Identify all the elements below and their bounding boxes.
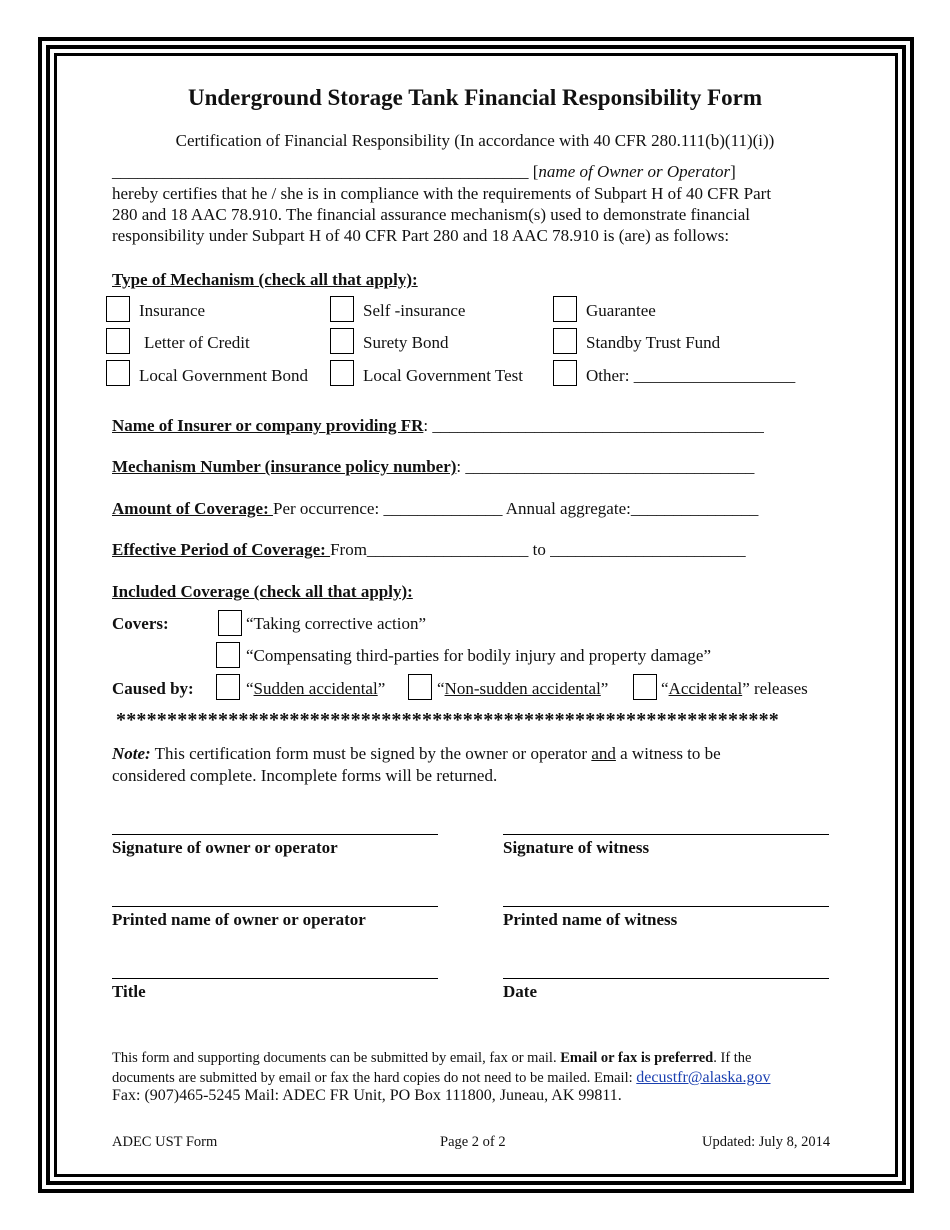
- insurance-checkbox[interactable]: [106, 296, 130, 322]
- note-line-1: Note: This certification form must be signed by the owner or operator and a witness to be: [112, 744, 721, 763]
- other-checkbox[interactable]: [553, 360, 577, 386]
- owner-signature-label: Signature of owner or operator: [112, 838, 338, 857]
- footer-page-number: Page 2 of 2: [440, 1134, 506, 1150]
- note-label: Note:: [112, 744, 151, 763]
- sudden-accidental-label: “Sudden accidental”: [246, 679, 386, 698]
- witness-signature-label: Signature of witness: [503, 838, 650, 857]
- date-line[interactable]: [503, 978, 829, 979]
- annual-aggregate-blank[interactable]: _______________: [630, 499, 759, 518]
- certification-text-1: hereby certifies that he / she is in compliance with the requirements of Subpart H of 40 CFR Part: [112, 184, 772, 203]
- email-link[interactable]: decustfr@alaska.gov: [636, 1069, 771, 1086]
- certification-text-3: responsibility under Subpart H of 40 CFR Part 280 and 18 AAC 78.910 is (are) as follows:: [112, 226, 730, 245]
- owner-name-line: _________________________________________________ [name of Owner or Operator]: [112, 162, 736, 181]
- mechanism-heading: Type of Mechanism (check all that apply):: [112, 270, 418, 289]
- date-label: Date: [503, 982, 537, 1001]
- submission-line-1: This form and supporting documents can be submitted by email, fax or mail. Email or fax is preferred. If the: [112, 1050, 752, 1066]
- mechanism-number-label: Mechanism Number (insurance policy number): [112, 457, 457, 476]
- title-line[interactable]: [112, 978, 438, 979]
- owner-printed-name-label: Printed name of owner or operator: [112, 910, 366, 929]
- third-party-compensation-label: “Compensating third-parties for bodily injury and property damage”: [246, 646, 712, 665]
- from-label: From: [330, 540, 367, 559]
- included-coverage-heading: Included Coverage (check all that apply):: [112, 582, 413, 601]
- insurer-label: Name of Insurer or company providing FR: [112, 416, 424, 435]
- owner-printed-name-line[interactable]: [112, 906, 438, 907]
- third-party-compensation-checkbox[interactable]: [216, 642, 240, 668]
- surety-bond-checkbox[interactable]: [330, 328, 354, 354]
- surety-bond-label: Surety Bond: [363, 333, 449, 352]
- local-government-test-label: Local Government Test: [363, 366, 523, 385]
- per-occurrence-blank[interactable]: ______________: [383, 499, 503, 518]
- insurance-label: Insurance: [139, 301, 206, 320]
- other-label: [586, 366, 795, 386]
- form-subtitle: Certification of Financial Responsibility (In accordance with 40 CFR 280.111(b)(11)(i)): [175, 131, 775, 150]
- non-sudden-accidental-label: “Non-sudden accidental”: [437, 679, 609, 698]
- mechanism-number-blank[interactable]: __________________________________: [465, 457, 755, 476]
- covers-label: Covers:: [112, 614, 169, 633]
- insurer-row: [112, 416, 764, 436]
- form-title: Underground Storage Tank Financial Responsibility Form: [187, 85, 763, 110]
- note-line-2: considered complete. Incomplete forms will be returned.: [112, 766, 498, 785]
- guarantee-label: Guarantee: [586, 301, 656, 320]
- annual-aggregate-label: Annual aggregate:: [505, 499, 631, 518]
- corrective-action-label: “Taking corrective action”: [246, 614, 427, 633]
- mechanism-number-colon: :: [456, 457, 462, 476]
- sudden-accidental-checkbox[interactable]: [216, 674, 240, 700]
- title-label: Title: [112, 982, 146, 1001]
- standby-trust-fund-label: Standby Trust Fund: [586, 333, 721, 352]
- standby-trust-fund-checkbox[interactable]: [553, 328, 577, 354]
- other-text: Other:: [586, 366, 630, 385]
- caused-by-label: Caused by:: [112, 679, 194, 698]
- local-government-bond-label: Local Government Bond: [139, 366, 309, 385]
- local-government-test-checkbox[interactable]: [330, 360, 354, 386]
- period-label: Effective Period of Coverage:: [112, 540, 331, 559]
- certification-text-2: 280 and 18 AAC 78.910. The financial assurance mechanism(s) used to demonstrate financial: [112, 205, 750, 224]
- period-row: [112, 540, 746, 560]
- non-sudden-accidental-checkbox[interactable]: [408, 674, 432, 700]
- witness-printed-name-line[interactable]: [503, 906, 829, 907]
- per-occurrence-label: Per occurrence:: [273, 499, 380, 518]
- mechanism-number-row: [112, 457, 754, 477]
- owner-name-label: name of Owner or Operator: [538, 162, 731, 181]
- owner-signature-line[interactable]: [112, 834, 438, 835]
- guarantee-checkbox[interactable]: [553, 296, 577, 322]
- submission-line-2: documents are submitted by email or fax the hard copies do not need to be mailed. Email: decustfr@alaska.gov: [112, 1069, 771, 1086]
- letter-of-credit-checkbox[interactable]: [106, 328, 130, 354]
- local-government-bond-checkbox[interactable]: [106, 360, 130, 386]
- accidental-releases-label: “Accidental” releases: [661, 679, 808, 698]
- owner-name-blank[interactable]: _________________________________________________: [112, 162, 529, 181]
- corrective-action-checkbox[interactable]: [218, 610, 242, 636]
- other-blank[interactable]: ___________________: [633, 366, 796, 385]
- coverage-label: Amount of Coverage:: [112, 499, 273, 518]
- letter-of-credit-label: Letter of Credit: [144, 333, 250, 352]
- coverage-row: [112, 499, 758, 519]
- to-blank[interactable]: _______________________: [550, 540, 746, 559]
- submission-line-3: Fax: (907)465-5245 Mail: ADEC FR Unit, PO Box 111800, Juneau, AK 99811.: [112, 1087, 622, 1104]
- footer-updated-date: Updated: July 8, 2014: [702, 1134, 831, 1150]
- from-blank[interactable]: ___________________: [366, 540, 529, 559]
- witness-printed-name-label: Printed name of witness: [503, 910, 678, 929]
- footer-form-name: ADEC UST Form: [112, 1134, 218, 1150]
- to-label: to: [532, 540, 546, 559]
- accidental-releases-checkbox[interactable]: [633, 674, 657, 700]
- witness-signature-line[interactable]: [503, 834, 829, 835]
- insurer-colon: :: [423, 416, 429, 435]
- self-insurance-label: Self -insurance: [363, 301, 466, 320]
- self-insurance-checkbox[interactable]: [330, 296, 354, 322]
- insurer-blank[interactable]: _______________________________________: [432, 416, 764, 435]
- separator-line: *****************************************************************: [116, 709, 779, 731]
